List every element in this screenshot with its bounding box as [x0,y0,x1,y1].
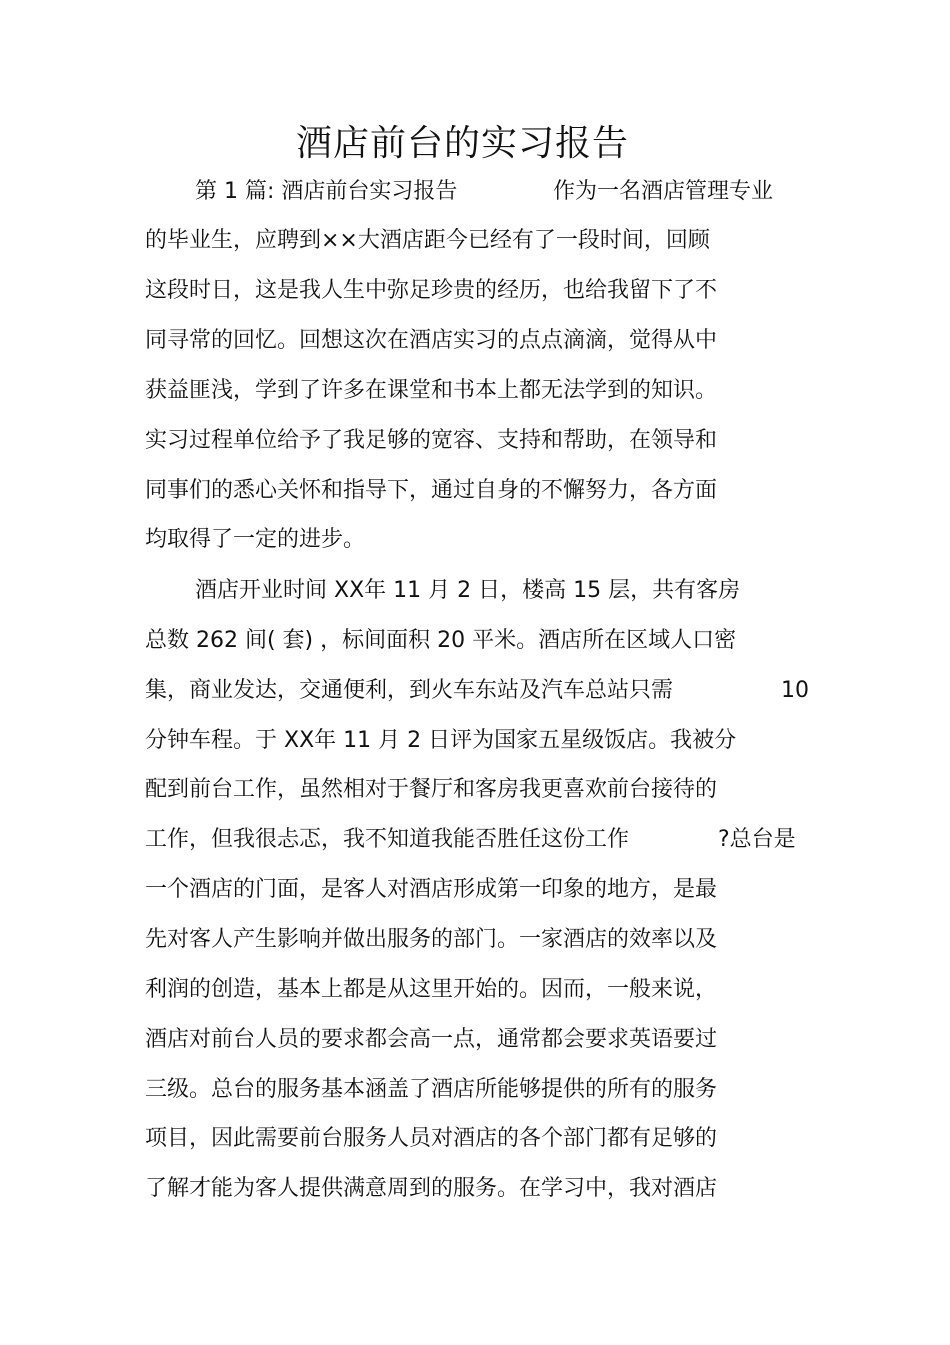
text-segment: 酒店对前台人员的要求都会高一点，通常都会要求英语要过 [145,1027,718,1052]
text-segment: 同事们的悉心关怀和指导下，通过自身的不懈努力，各方面 [145,478,718,503]
text-segment: 配到前台工作，虽然相对于餐厅和客房我更喜欢前台接待的 [145,777,718,802]
text-segment: 第 1 篇: 酒店前台实习报告 [195,179,458,204]
text-segment: 项目，因此需要前台服务人员对酒店的各个部门都有足够的 [145,1126,718,1151]
text-segment: 三级。总台的服务基本涵盖了酒店所能够提供的所有的服务 [145,1077,718,1102]
text-segment: 获益匪浅，学到了许多在课堂和书本上都无法学到的知识。 [145,378,718,403]
text-segment: 均取得了一定的进步。 [145,527,366,552]
document-title: 酒店前台的实习报告 [295,123,629,164]
text-segment: 总数 262 间( 套) ，标间面积 20 平米。酒店所在区域人口密 [145,628,737,653]
text-segment: 酒店开业时间 XX年 11 月 2 日，楼高 15 层，共有客房 [195,578,741,603]
text-segment: 分钟车程。于 XX年 11 月 2 日评为国家五星级饭店。我被分 [145,728,737,753]
text-segment: 先对客人产生影响并做出服务的部门。一家酒店的效率以及 [145,927,718,952]
text-segment: 一个酒店的门面，是客人对酒店形成第一印象的地方，是最 [145,877,718,902]
text-segment: ?总台是 [718,827,796,852]
text-segment: 10 [781,678,809,703]
text-segment: 的毕业生，应聘到××大酒店距今已经有了一段时间，回顾 [145,228,710,253]
text-segment: 同寻常的回忆。回想这次在酒店实习的点点滴滴，觉得从中 [145,328,718,353]
text-segment: 工作，但我很忐忑，我不知道我能否胜任这份工作 [145,827,630,852]
text-segment: 了解才能为客人提供满意周到的服务。在学习中，我对酒店 [145,1176,718,1201]
text-segment: 利润的创造，基本上都是从这里开始的。因而，一般来说， [145,977,718,1002]
text-segment: 这段时日，这是我人生中弥足珍贵的经历，也给我留下了不 [145,278,718,303]
text-segment: 作为一名酒店管理专业 [553,179,774,204]
text-segment: 集，商业发达，交通便利，到火车东站及汽车总站只需 [145,678,674,703]
text-segment: 实习过程单位给予了我足够的宽容、支持和帮助，在领导和 [145,428,718,453]
